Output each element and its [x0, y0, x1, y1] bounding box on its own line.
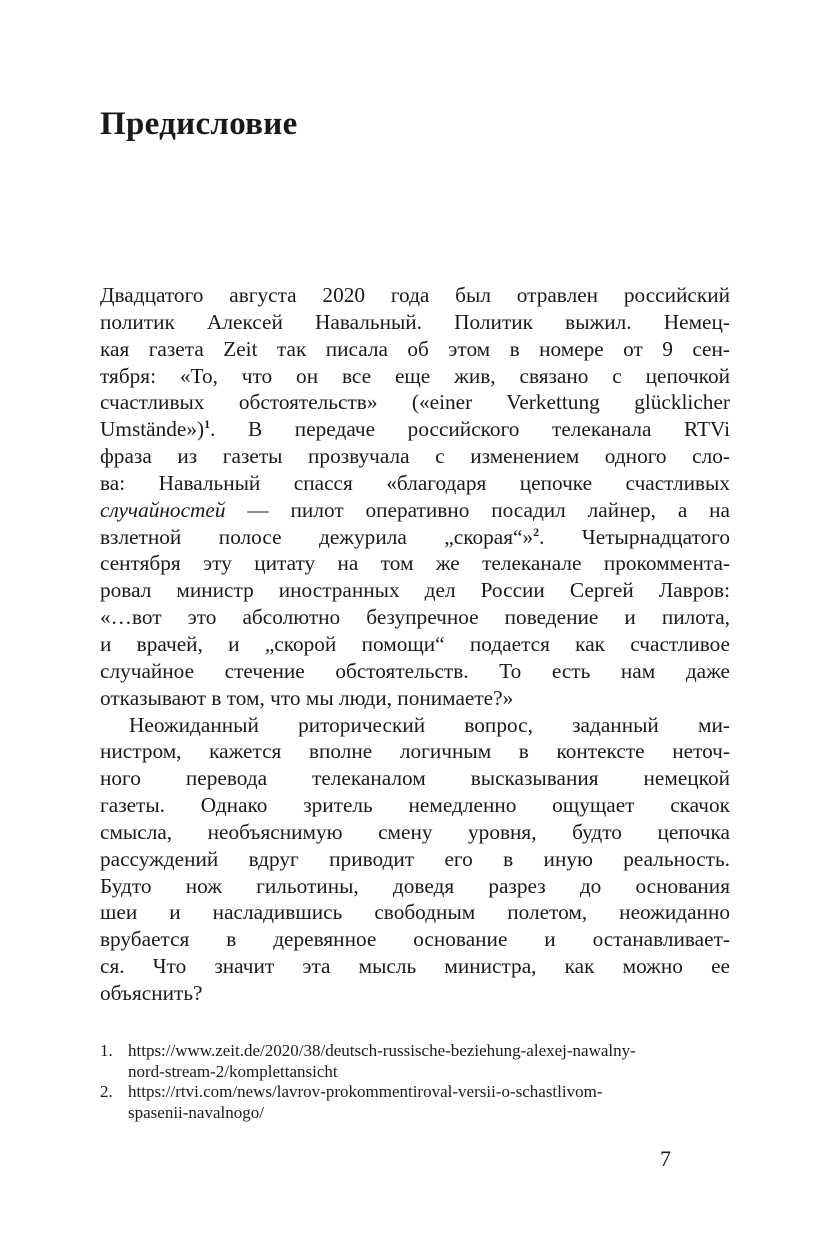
text: счастливых обстоятельств» («einer Verkettung glücklicher: [100, 390, 730, 415]
footnote-url-line: spasenii-navalnogo/: [128, 1102, 264, 1122]
paragraph-1-line: [100, 577, 730, 604]
text: отказывают в том, что мы люди, понимаете?»: [100, 685, 514, 710]
footnote-ref: 1: [204, 417, 211, 432]
paragraph-2-line: [100, 792, 730, 819]
footnote-number: 2.: [100, 1082, 113, 1101]
text: нистром, кажется вполне логичным в контексте неточ-: [100, 739, 730, 764]
text: тября: «То, что он все еще жив, связано с цепочкой: [100, 363, 730, 388]
text: ва: Навальный спасся «благодаря цепочке счастливых: [100, 470, 730, 495]
paragraph-2-line: [100, 980, 730, 1007]
text: ся. Что значит эта мысль министра, как можно ее: [100, 954, 730, 979]
page-number: 7: [660, 1146, 671, 1171]
text: ного перевода телеканалом высказывания немецкой: [100, 766, 730, 791]
italic-text: случайностей: [100, 497, 226, 522]
paragraph-2-line: [100, 738, 730, 765]
paragraph-2-line: [100, 953, 730, 980]
paragraph-1-line: [100, 550, 730, 577]
text: . В передаче российского телеканала RTVi: [210, 417, 730, 442]
paragraph-1-line: [100, 309, 730, 336]
paragraph-1-line: [100, 685, 730, 712]
text: и врачей, и „скорой помощи“ подается как счастливое: [100, 631, 730, 656]
paragraph-1-line: [100, 497, 730, 524]
paragraph-2-line: [100, 765, 730, 792]
text: взлетной полосе дежурила „скорая“»: [100, 524, 534, 549]
paragraph-1-line: [100, 443, 730, 470]
text: объяснить?: [100, 980, 203, 1005]
paragraph-2-line: [100, 873, 730, 900]
footnote-url-line: nord-stream-2/komplettansicht: [128, 1061, 338, 1081]
text: . Четырнадцатого: [539, 524, 730, 549]
footnote: [100, 1082, 730, 1123]
text: Umstände»): [100, 417, 205, 442]
paragraph-2-line: [100, 712, 730, 739]
chapter-title: Предисловие: [100, 106, 298, 142]
footnote-url[interactable]: [128, 1041, 730, 1082]
text: сентября эту цитату на том же телеканале прокоммента-: [100, 551, 730, 576]
footnote-url[interactable]: [128, 1082, 730, 1123]
text: Неожиданный риторический вопрос, заданный ми-: [129, 712, 730, 737]
footnote-ref: 2: [533, 524, 540, 539]
paragraph-1-line: [100, 282, 730, 309]
paragraph-1-line: [100, 363, 730, 390]
text: случайное стечение обстоятельств. То есть нам даже: [100, 658, 730, 683]
paragraph-1-line: [100, 658, 730, 685]
footnote-url-line: https://www.zeit.de/2020/38/deutsch-russische-beziehung-alexej-nawalny-: [128, 1041, 636, 1060]
paragraph-1-line: [100, 604, 730, 631]
text: Двадцатого августа 2020 года был отравлен российский: [100, 283, 730, 307]
text: — пилот оперативно посадил лайнер, а на: [225, 497, 730, 522]
text: фраза из газеты прозвучала с изменением одного сло-: [100, 444, 730, 469]
footnotes: [100, 1041, 730, 1123]
text: кая газета Zeit так писала об этом в номере от 9 сен-: [100, 336, 730, 361]
text: ровал министр иностранных дел России Сергей Лавров:: [100, 578, 730, 603]
text: шеи и насладившись свободным полетом, неожиданно: [100, 900, 730, 925]
paragraph-1-line: [100, 336, 730, 363]
text: политик Алексей Навальный. Политик выжил. Немец-: [100, 309, 730, 334]
paragraph-2-line: [100, 899, 730, 926]
paragraph-2-line: [100, 846, 730, 873]
text: врубается в деревянное основание и останавливает-: [100, 927, 730, 952]
paragraph-2-line: [100, 819, 730, 846]
paragraph-1-line: [100, 416, 730, 443]
text: газеты. Однако зритель немедленно ощущает скачок: [100, 793, 730, 818]
footnote: [100, 1041, 730, 1082]
text: рассуждений вдруг приводит его в иную реальность.: [100, 846, 730, 871]
text: Будто нож гильотины, доведя разрез до основания: [100, 873, 730, 898]
paragraph-1-line: [100, 524, 730, 551]
text: «…вот это абсолютно безупречное поведение и пилота,: [100, 605, 730, 630]
footnote-number: 1.: [100, 1041, 113, 1060]
paragraph-1-line: [100, 470, 730, 497]
paragraph-1-line: [100, 389, 730, 416]
paragraph-1-line: [100, 631, 730, 658]
text: смысла, необъяснимую смену уровня, будто цепочка: [100, 819, 730, 844]
footnote-url-line: https://rtvi.com/news/lavrov-prokommentiroval-versii-o-schastlivom-: [128, 1082, 603, 1101]
paragraph-2-line: [100, 926, 730, 953]
body-text: [100, 282, 730, 1007]
